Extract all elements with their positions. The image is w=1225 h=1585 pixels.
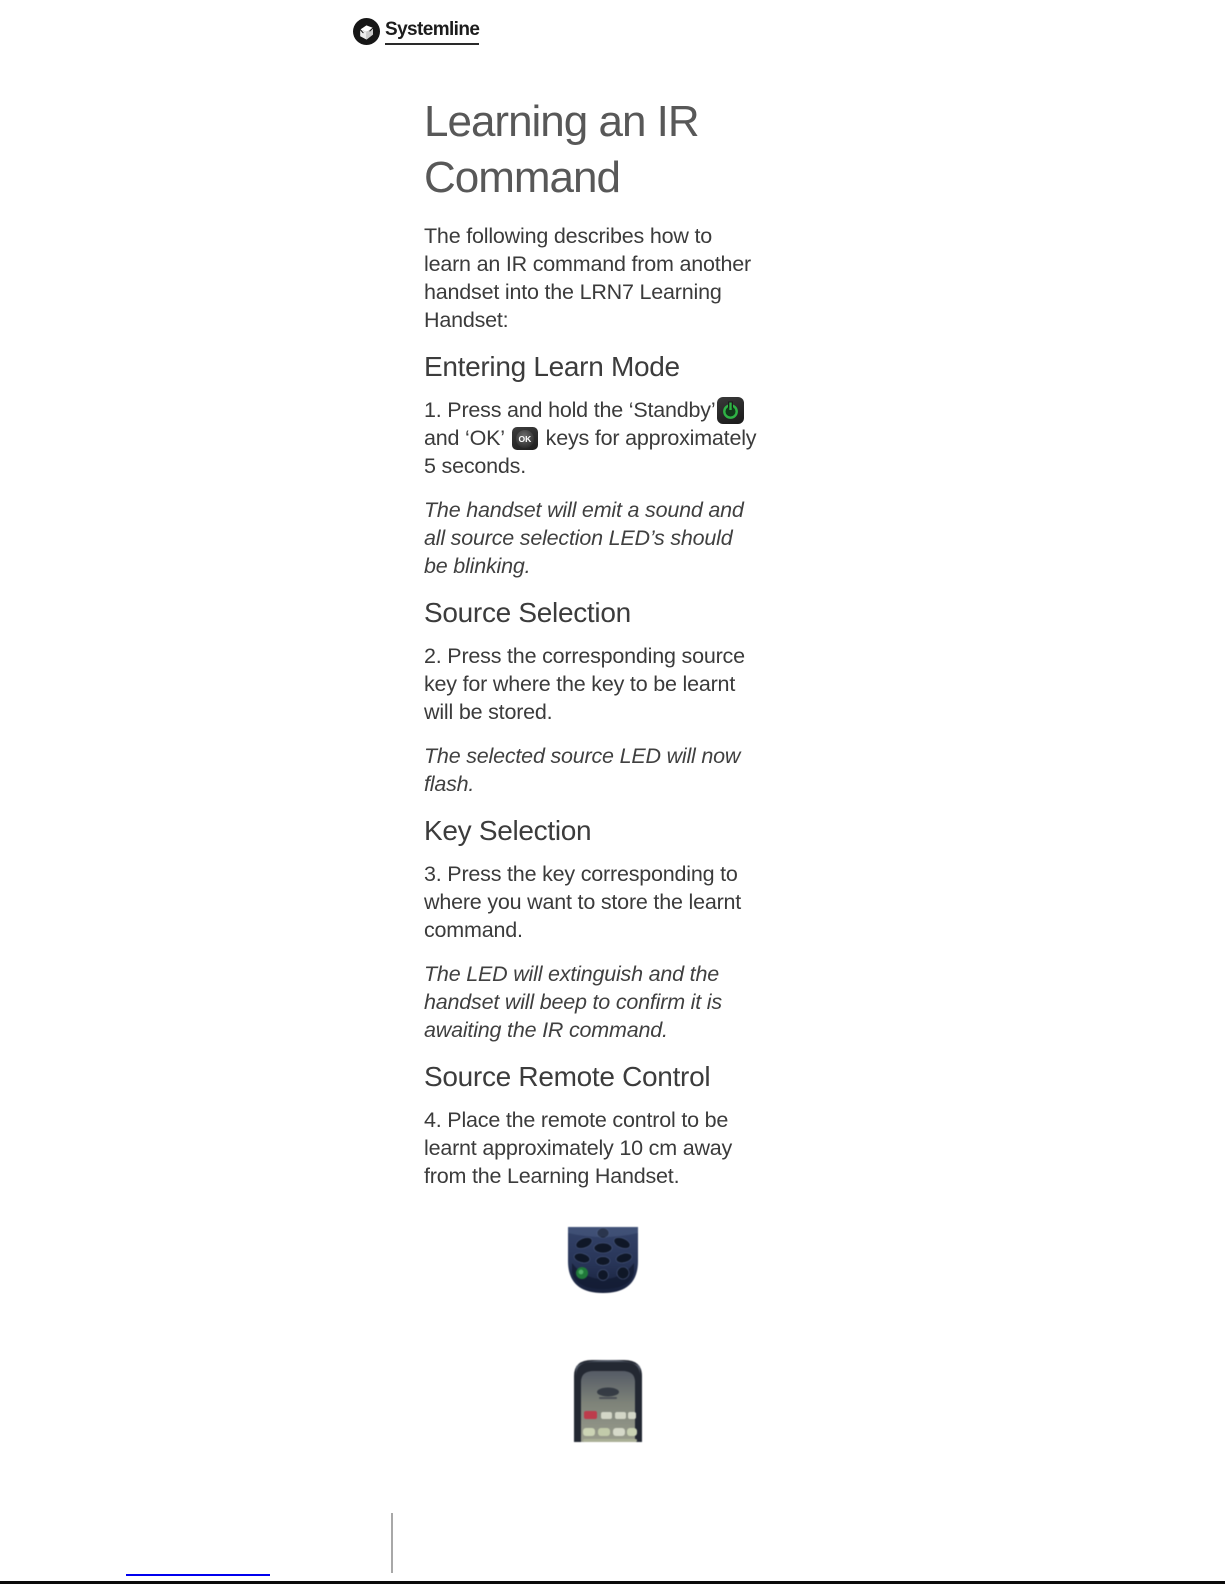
text-line: The following describes how to (424, 224, 712, 248)
text-line (424, 396, 796, 424)
text-line: The selected source LED will now (424, 744, 741, 768)
text-line: 5 seconds. (424, 454, 526, 478)
footer-divider-line (391, 1513, 393, 1573)
text-line: where you want to store the learnt (424, 890, 742, 914)
text-line: be blinking. (424, 554, 531, 578)
step-3-paragraph (424, 860, 796, 944)
note-2-paragraph (424, 742, 796, 798)
text-line: The LED will extinguish and the (424, 962, 719, 986)
power-symbol-icon (717, 397, 744, 424)
step-1-text: 1. Press and hold the ‘Standby’ (424, 398, 716, 422)
text-line: learn an IR command from another (424, 252, 752, 276)
text-line: command. (424, 918, 523, 942)
remote-control-photo-2 (568, 1356, 648, 1442)
text-line: 3. Press the key corresponding to (424, 862, 738, 886)
text-line: handset into the LRN7 Learning (424, 280, 722, 304)
section-heading-entering-learn-mode: Entering Learn Mode (424, 351, 680, 382)
text-line: handset will beep to confirm it is (424, 990, 722, 1014)
ok-key-icon (512, 427, 538, 450)
note-1-paragraph (424, 496, 796, 580)
page-title (424, 94, 796, 206)
ok-key-label: OK (516, 430, 534, 448)
step-1-paragraph (424, 396, 796, 480)
step-1-text: keys for approximately (545, 426, 757, 450)
systemline-logo-text: Systemline (385, 19, 479, 45)
step-1-text: and ‘OK’ (424, 426, 505, 450)
footer-link-underline[interactable] (126, 1574, 270, 1576)
title-line: Learning an IR (424, 97, 699, 146)
text-line: Handset: (424, 308, 509, 332)
text-line: will be stored. (424, 700, 553, 724)
text-line: flash. (424, 772, 475, 796)
text-line: learnt approximately 10 cm away (424, 1136, 733, 1160)
text-line: key for where the key to be learnt (424, 672, 736, 696)
remote-top-illustration (568, 1356, 648, 1442)
standby-key-icon (717, 397, 744, 424)
section-heading-source-selection: Source Selection (424, 597, 631, 628)
systemline-cube-icon (352, 17, 381, 46)
text-line: 4. Place the remote control to be (424, 1108, 729, 1132)
page-bottom-rule (0, 1581, 1225, 1584)
title-line: Command (424, 153, 620, 202)
article (424, 94, 796, 1206)
text-line: The handset will emit a sound and (424, 498, 744, 522)
remote-control-photo-1 (562, 1227, 644, 1301)
remote-bottom-illustration (562, 1227, 644, 1301)
section-heading-source-remote-control: Source Remote Control (424, 1061, 711, 1092)
text-line: awaiting the IR command. (424, 1018, 668, 1042)
step-4-paragraph (424, 1106, 796, 1190)
note-3-paragraph (424, 960, 796, 1044)
text-line: from the Learning Handset. (424, 1164, 680, 1188)
section-heading-key-selection: Key Selection (424, 815, 592, 846)
intro-paragraph (424, 222, 796, 334)
text-line: all source selection LED’s should (424, 526, 733, 550)
text-line: 2. Press the corresponding source (424, 644, 745, 668)
step-2-paragraph (424, 642, 796, 726)
systemline-logo (352, 17, 479, 46)
text-line (424, 424, 796, 452)
